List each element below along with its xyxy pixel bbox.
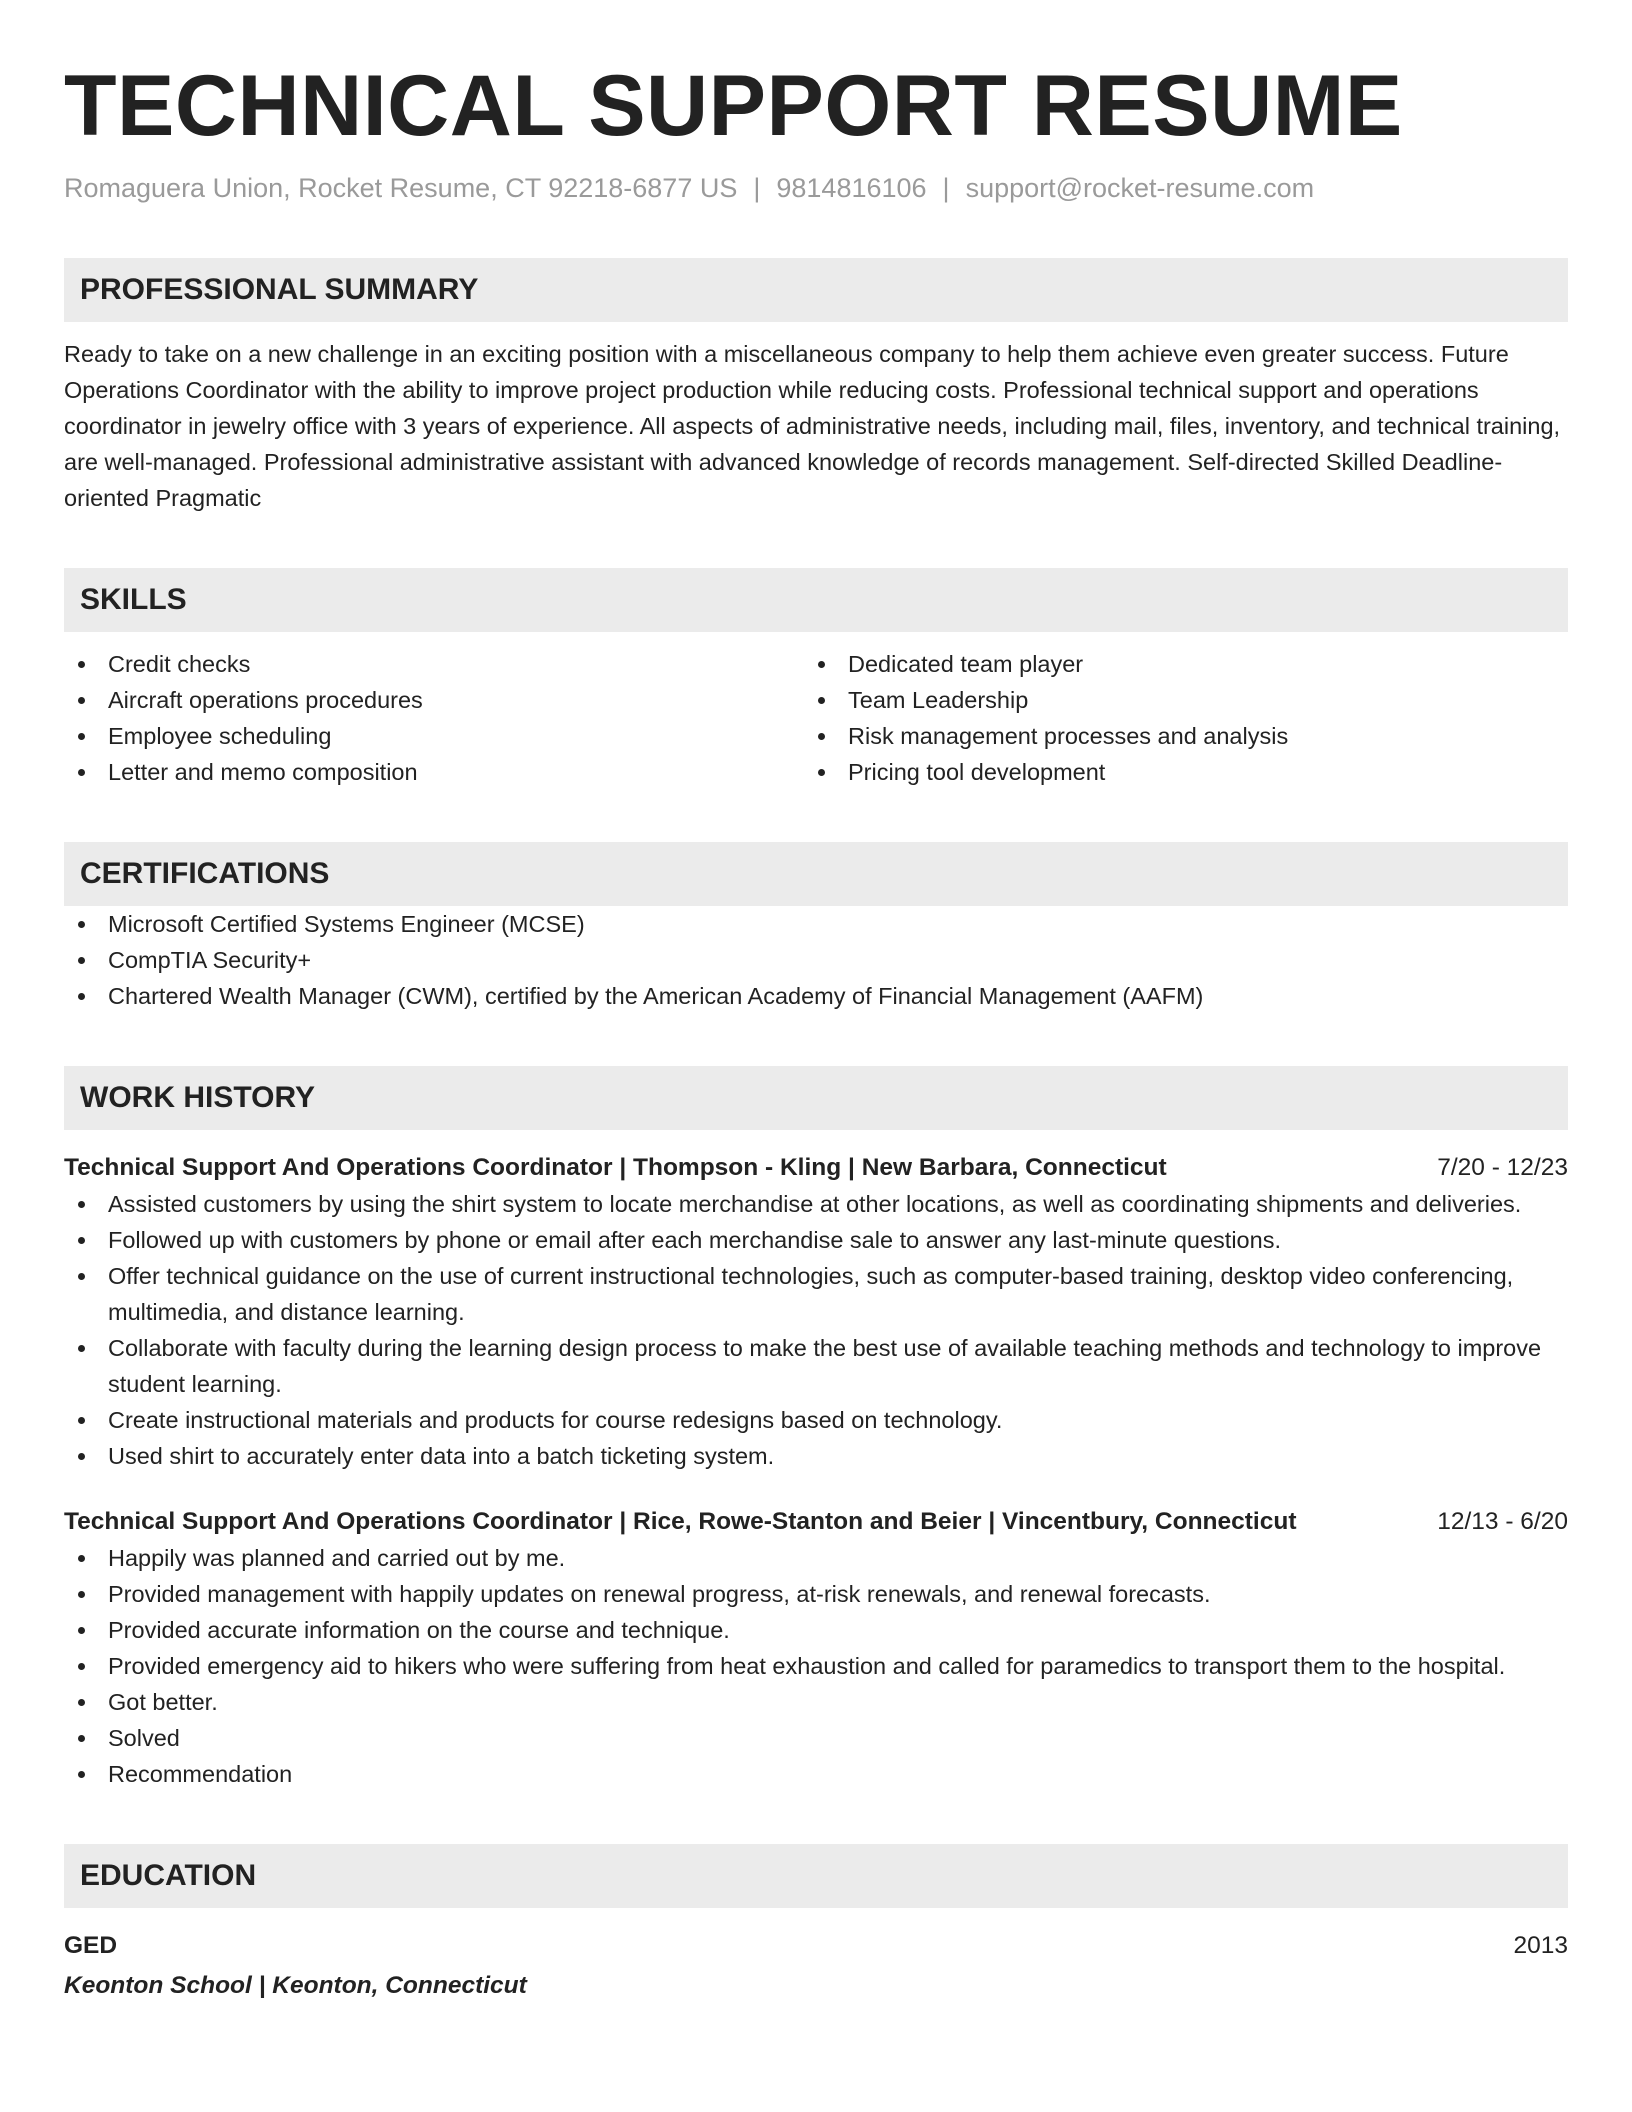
education-school: Keonton School | Keonton, Connecticut [64, 1972, 527, 1999]
skills-grid [64, 646, 1568, 790]
skill-item: Letter and memo composition [64, 754, 804, 790]
resume-title: TECHNICAL SUPPORT RESUME [64, 58, 1403, 154]
summary-text: Ready to take on a new challenge in an exciting position with a miscellaneous company to help them achieve even greater success. Future Operations Coordinator with the ability to improve project production while reducing costs. Professional technical support and operations coordinator in jewelry office with 3 years of experience. All aspects of administrative needs, including mail, files, inventory, and technical training, are well-managed. Professional administrative assistant with advanced knowledge of records management. Self-directed Skilled Deadline-oriented Pragmatic [64, 341, 1561, 511]
job-dates: 12/13 - 6/20 [1437, 1508, 1568, 1535]
job-title: Technical Support And Operations Coordinator | Rice, Rowe-Stanton and Beier | Vincentbury, Connecticut [64, 1508, 1297, 1535]
skill-item: Risk management processes and analysis [804, 718, 1568, 754]
skill-item: Employee scheduling [64, 718, 804, 754]
skill-item: Aircraft operations procedures [64, 682, 804, 718]
job-bullet: Provided emergency aid to hikers who were suffering from heat exhaustion and called for paramedics to transport them to the hospital. [64, 1648, 1568, 1684]
job-dates: 7/20 - 12/23 [1437, 1154, 1568, 1181]
job-bullet: Collaborate with faculty during the learning design process to make the best use of available teaching methods and technology to improve student learning. [64, 1330, 1568, 1402]
skill-item: Dedicated team player [804, 646, 1568, 682]
skills-list-right [804, 646, 1568, 790]
contact-phone: 9814816106 [776, 173, 927, 203]
job-header [64, 1504, 1568, 1540]
job-bullet: Recommendation [64, 1756, 1568, 1792]
education-row [64, 1928, 1568, 1964]
contact-separator: | [942, 173, 950, 203]
job-bullet: Followed up with customers by phone or email after each merchandise sale to answer any last-minute questions. [64, 1222, 1568, 1258]
section-heading-certifications: CERTIFICATIONS [64, 842, 1568, 906]
certifications-list [64, 906, 1568, 1014]
skill-item: Credit checks [64, 646, 804, 682]
skills-list-left [64, 646, 804, 790]
job-bullet: Provided accurate information on the course and technique. [64, 1612, 1568, 1648]
job-bullet: Got better. [64, 1684, 1568, 1720]
job-bullet: Happily was planned and carried out by me. [64, 1540, 1568, 1576]
certification-item: Microsoft Certified Systems Engineer (MCSE) [64, 906, 1568, 942]
contact-email: support@rocket-resume.com [965, 173, 1315, 203]
education-degree: GED [64, 1932, 118, 1959]
contact-address: Romaguera Union, Rocket Resume, CT 92218-6877 US [64, 173, 738, 203]
section-heading-skills: SKILLS [64, 568, 1568, 632]
certification-item: CompTIA Security+ [64, 942, 1568, 978]
section-heading-summary: PROFESSIONAL SUMMARY [64, 258, 1568, 322]
skill-item: Pricing tool development [804, 754, 1568, 790]
contact-separator: | [753, 173, 761, 203]
job-bullet: Provided management with happily updates on renewal progress, at-risk renewals, and renewal forecasts. [64, 1576, 1568, 1612]
education-year: 2013 [1513, 1932, 1568, 1959]
job-bullet: Solved [64, 1720, 1568, 1756]
section-heading-education: EDUCATION [64, 1844, 1568, 1908]
job-bullet: Assisted customers by using the shirt system to locate merchandise at other locations, as well as coordinating shipments and deliveries. [64, 1186, 1568, 1222]
job-bullets [64, 1186, 1568, 1474]
job-bullet: Offer technical guidance on the use of current instructional technologies, such as computer-based training, desktop video conferencing, multimedia, and distance learning. [64, 1258, 1568, 1330]
contact-line [64, 170, 1568, 206]
job-bullets [64, 1540, 1568, 1792]
skill-item: Team Leadership [804, 682, 1568, 718]
job-title: Technical Support And Operations Coordinator | Thompson - Kling | New Barbara, Connecticut [64, 1154, 1167, 1181]
job-bullet: Used shirt to accurately enter data into a batch ticketing system. [64, 1438, 1568, 1474]
certification-item: Chartered Wealth Manager (CWM), certified by the American Academy of Financial Management (AAFM) [64, 978, 1568, 1014]
section-heading-work-history: WORK HISTORY [64, 1066, 1568, 1130]
job-header [64, 1150, 1568, 1186]
job-bullet: Create instructional materials and products for course redesigns based on technology. [64, 1402, 1568, 1438]
